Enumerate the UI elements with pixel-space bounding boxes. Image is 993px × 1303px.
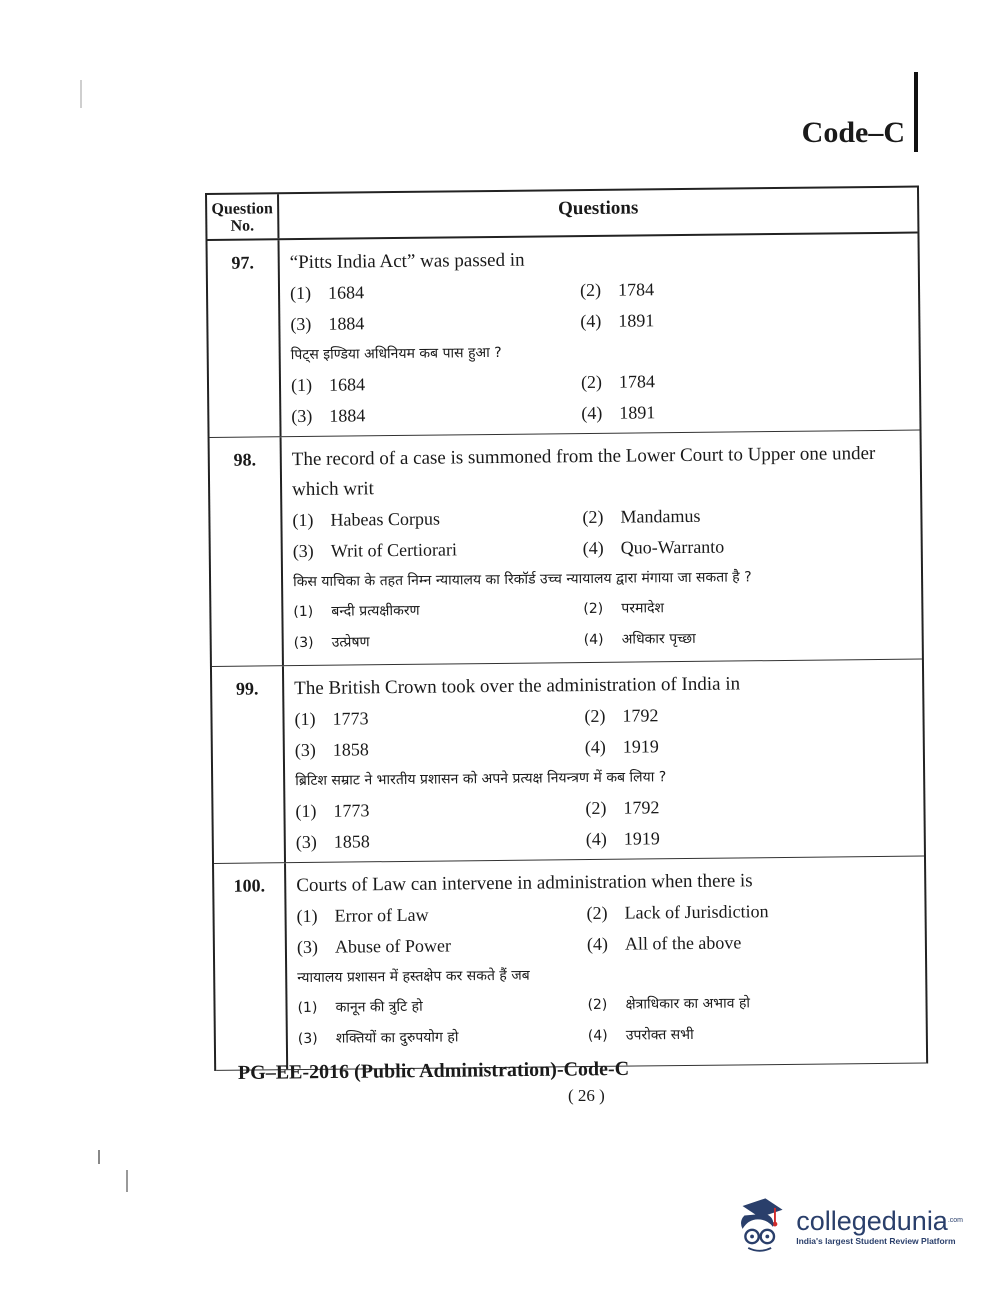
option: (4) 1919: [584, 736, 659, 758]
options-hi: [295, 790, 914, 858]
question-number: 97.: [208, 240, 282, 437]
col-question-no: Question No.: [207, 194, 279, 239]
scan-edge-bar: [914, 72, 918, 152]
question-text-hi: पिट्स इण्डिया अधिनियम कब पास हुआ ?: [290, 344, 502, 364]
option: (1) कानून की त्रुटि हो: [297, 998, 423, 1017]
options-en: [290, 272, 909, 340]
question-text-en: The British Crown took over the administration of India in: [294, 673, 741, 700]
logo-tagline: India's largest Student Review Platform: [796, 1236, 956, 1246]
question-body: [282, 431, 922, 666]
option: (3) Writ of Certiorari: [292, 539, 458, 562]
option: (2) Lack of Jurisdiction: [586, 901, 769, 924]
question-body: [286, 857, 926, 1070]
question-table: [205, 186, 928, 1071]
question-body: [279, 234, 919, 437]
question-text-en: “Pitts India Act” was passed in: [289, 249, 525, 274]
scan-artifact: [126, 1170, 128, 1192]
question-text-hi: ब्रिटिश सम्राट ने भारतीय प्रशासन को अपने प्रत्यक्ष नियन्त्रण में कब लिया ?: [295, 769, 667, 790]
col-questions: Questions: [557, 197, 639, 220]
logo-suffix: .com: [947, 1217, 963, 1224]
option: (4) अधिकार पृच्छा: [583, 630, 696, 649]
option: (2) परमादेश: [583, 600, 665, 618]
options-en: [296, 895, 915, 963]
collegedunia-logo: [733, 1196, 963, 1256]
question-text-hi: न्यायालय प्रशासन में हस्तक्षेप कर सकते हैं जब: [297, 967, 530, 987]
page-code-header: Code–C: [801, 116, 905, 149]
question-row: [214, 857, 926, 1071]
question-row: [210, 431, 922, 667]
question-row: [212, 660, 924, 864]
option: (4) 1891: [580, 310, 655, 332]
options-hi: [297, 987, 916, 1055]
question-number: 100.: [214, 863, 288, 1070]
option: (1) Error of Law: [296, 904, 429, 927]
logo-text: [796, 1206, 963, 1246]
option: (2) Mandamus: [582, 505, 701, 528]
question-number: 98.: [210, 437, 284, 666]
option: (1) बन्दी प्रत्यक्षीकरण: [293, 602, 420, 621]
option: (2) 1792: [584, 705, 659, 727]
option: (3) 1858: [295, 831, 370, 853]
option: (2) 1784: [579, 279, 655, 301]
option: (3) 1884: [291, 405, 366, 427]
option: (4) Quo-Warranto: [582, 536, 725, 559]
logo-name: collegedunia: [796, 1206, 948, 1236]
options-hi: [291, 364, 910, 432]
option: (3) शक्तियों का दुरुपयोग हो: [297, 1029, 459, 1048]
option: (3) 1858: [294, 739, 369, 761]
option: (1) 1684: [289, 282, 365, 304]
question-text-en: Courts of Law can intervene in administration when there is: [296, 870, 753, 897]
options-en: [292, 499, 911, 567]
option: (1) 1773: [294, 708, 369, 730]
option: (4) 1919: [585, 828, 660, 850]
option: (3) उत्प्रेषण: [293, 634, 370, 652]
question-text-hi: किस याचिका के तहत निम्न न्यायालय का रिकॉर्ड उच्च न्यायालय द्वारा मंगाया जा सकता है ?: [292, 569, 752, 591]
page-number: ( 26 ): [568, 1086, 605, 1105]
scan-artifact: [80, 80, 82, 108]
option: (4) All of the above: [586, 932, 742, 955]
question-text-en: The record of a case is summoned from the Lower Court to Upper one under which writ: [291, 442, 876, 501]
option: (2) 1784: [580, 371, 656, 393]
option: (1) 1773: [295, 800, 370, 822]
mascot-icon: [733, 1197, 790, 1255]
option: (2) 1792: [585, 797, 660, 819]
option: (1) 1684: [290, 374, 366, 396]
table-header: [207, 188, 917, 241]
option: (4) उपरोक्त सभी: [587, 1026, 694, 1045]
scan-artifact: [98, 1150, 100, 1164]
option: (3) 1884: [290, 313, 365, 335]
question-row: [208, 234, 920, 438]
paper-footer-title: PG–EE-2016 (Public Administration)-Code-C: [237, 1057, 630, 1084]
option: (3) Abuse of Power: [296, 935, 451, 958]
options-hi: [293, 591, 912, 659]
option: (1) Habeas Corpus: [292, 508, 441, 531]
question-body: [284, 660, 924, 863]
options-en: [294, 698, 913, 766]
option: (4) 1891: [581, 402, 656, 424]
question-number: 99.: [212, 666, 286, 863]
option: (2) क्षेत्राधिकार का अभाव हो: [587, 995, 751, 1014]
